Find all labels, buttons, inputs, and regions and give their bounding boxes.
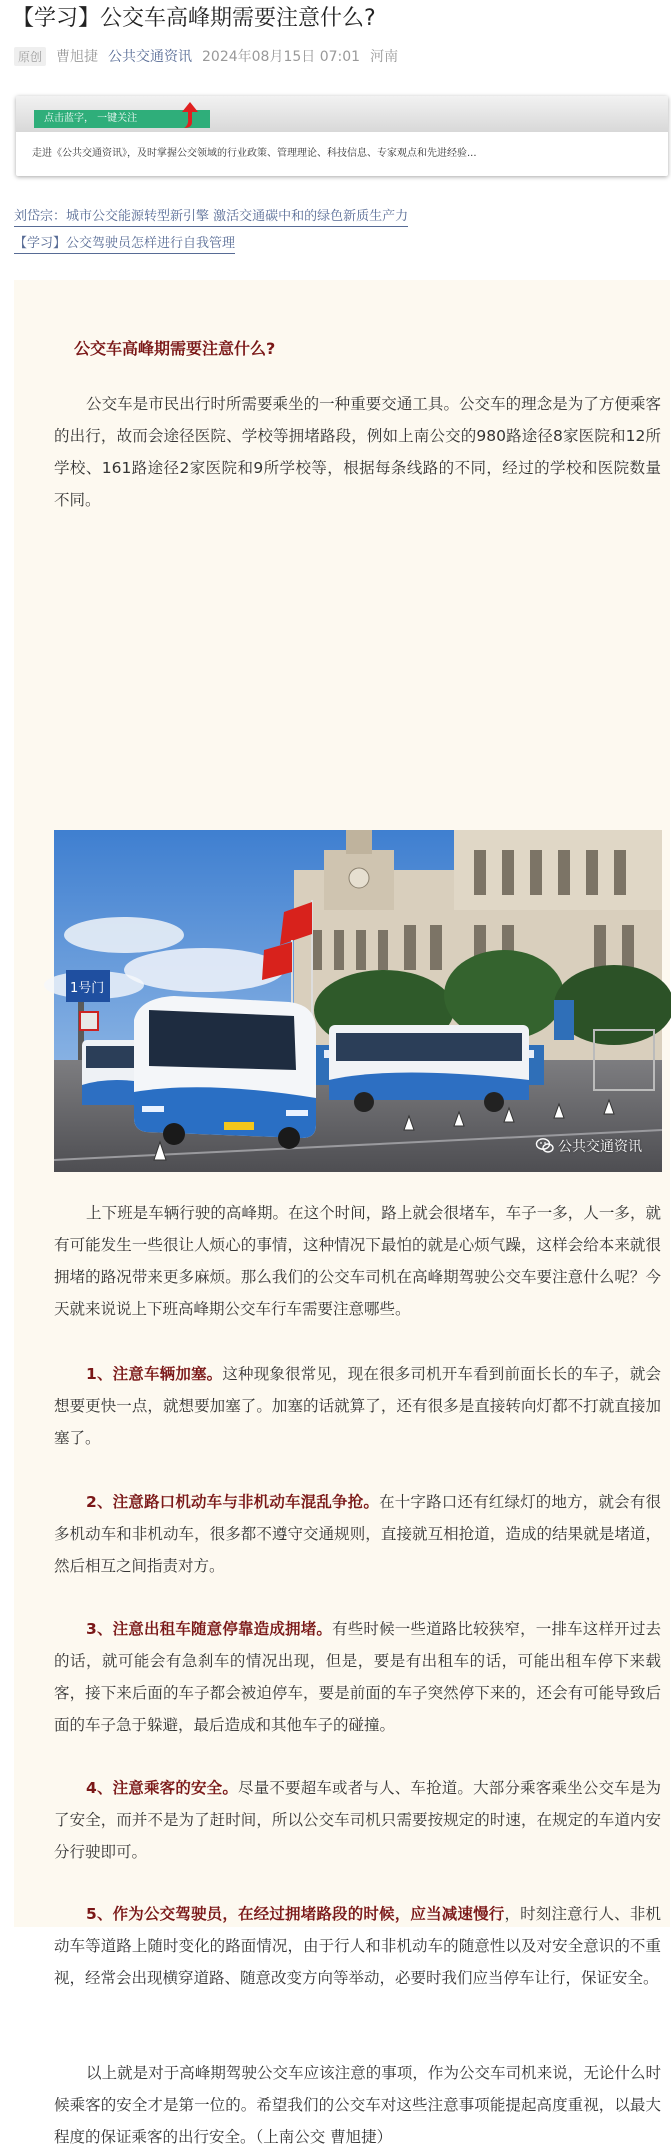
article-body — [14, 280, 670, 2146]
point-1: 1、注意车辆加塞。这种现象很常见，现在很多司机开车看到前面长长的车子，就会想要更快一点，就想要加塞了。加塞的话就算了，还有很多是直接转向灯都不打就直接加塞了。 — [54, 1365, 661, 1447]
publish-date: 2024年08月15日 07:01 — [202, 49, 361, 65]
author-name: 曹旭捷 — [56, 49, 99, 65]
article-title: 【学习】公交车高峰期需要注意什么? — [12, 6, 376, 31]
stop-sign-text: 1号门 — [70, 981, 105, 996]
conclusion-paragraph: 以上就是对于高峰期驾驶公交车应该注意的事项，作为公交车司机来说，无论什么时候乘客的安全才是第一位的。希望我们的公交车对这些注意事项能提起高度重视，以最大程度的保证乘客的出行安全。（上南公交 曹旭捷） — [54, 2064, 661, 2146]
wechat-icon — [536, 1138, 554, 1154]
banner-description: 走进《公共交通资讯》，及时掌握公交领域的行业政策、管理理论、科技信息、专家观点和先进经验... — [32, 148, 477, 159]
article-meta — [14, 46, 398, 66]
follow-banner[interactable] — [16, 96, 668, 176]
image-watermark: 公共交通资讯 — [536, 1136, 642, 1156]
related-link-1[interactable]: 刘岱宗：城市公交能源转型新引擎 激活交通碳中和的绿色新质生产力 — [14, 208, 408, 227]
point-4: 4、注意乘客的安全。尽量不要超车或者与人、车抢道。大部分乘客乘坐公交车是为了安全，而并不是为了赶时间，所以公交车司机只需要按规定的时速，在规定的车道内安分行驶即可。 — [54, 1779, 661, 1861]
article-heading: 公交车高峰期需要注意什么? — [74, 339, 276, 358]
original-tag: 原创 — [14, 47, 46, 66]
follow-button[interactable]: 点击蓝字， 一键关注 — [34, 110, 210, 128]
related-link-2[interactable]: 【学习】公交驾驶员怎样进行自我管理 — [14, 235, 235, 254]
bus-photo — [54, 830, 662, 1172]
point-5: 5、作为公交驾驶员，在经过拥堵路段的时候，应当减速慢行，时刻注意行人、非机动车等道路上随时变化的路面情况，由于行人和非机动车的随意性以及对安全意识的不重视，经常会出现横穿道路、随意改变方向等举动，必要时我们应当停车让行，保证安全。 — [54, 1905, 661, 1987]
bus-scene-image — [54, 830, 662, 1172]
publish-location: 河南 — [370, 49, 399, 65]
intro-paragraph: 公交车是市民出行时所需要乘坐的一种重要交通工具。公交车的理念是为了方便乘客的出行，故而会途径医院、学校等拥堵路段，例如上南公交的980路途径8家医院和12所学校、161路途径2家医院和9所学校等，根据每条线路的不同，经过的学校和医院数量不同。 — [54, 395, 661, 509]
point-2: 2、注意路口机动车与非机动车混乱争抢。在十字路口还有红绿灯的地方，就会有很多机动车和非机动车，很多都不遵守交通规则，直接就互相抢道，造成的结果就是堵道，然后相互之间指责对方。 — [54, 1493, 661, 1575]
point-3: 3、注意出租车随意停靠造成拥堵。有些时候一些道路比较狭窄，一排车这样开过去的话，就可能会有急刹车的情况出现，但是，要是有出租车的话，可能出租车停下来载客，接下来后面的车子都会被迫停车，要是前面的车子突然停下来的，还会有可能导致后面的车子急于躲避，最后造成和其他车子的碰撞。 — [54, 1620, 661, 1734]
related-links — [14, 208, 408, 262]
arrow-up-icon — [180, 100, 200, 130]
account-link[interactable]: 公共交通资讯 — [108, 49, 193, 65]
paragraph-2: 上下班是车辆行驶的高峰期。在这个时间，路上就会很堵车，车子一多，人一多，就有可能发生一些很让人烦心的事情，这种情况下最怕的就是心烦气躁，这样会给本来就很拥堵的路况带来更多麻烦。那么我们的公交车司机在高峰期驾驶公交车要注意什么呢？今天就来说说上下班高峰期公交车行车需要注意哪些。 — [54, 1204, 661, 1318]
